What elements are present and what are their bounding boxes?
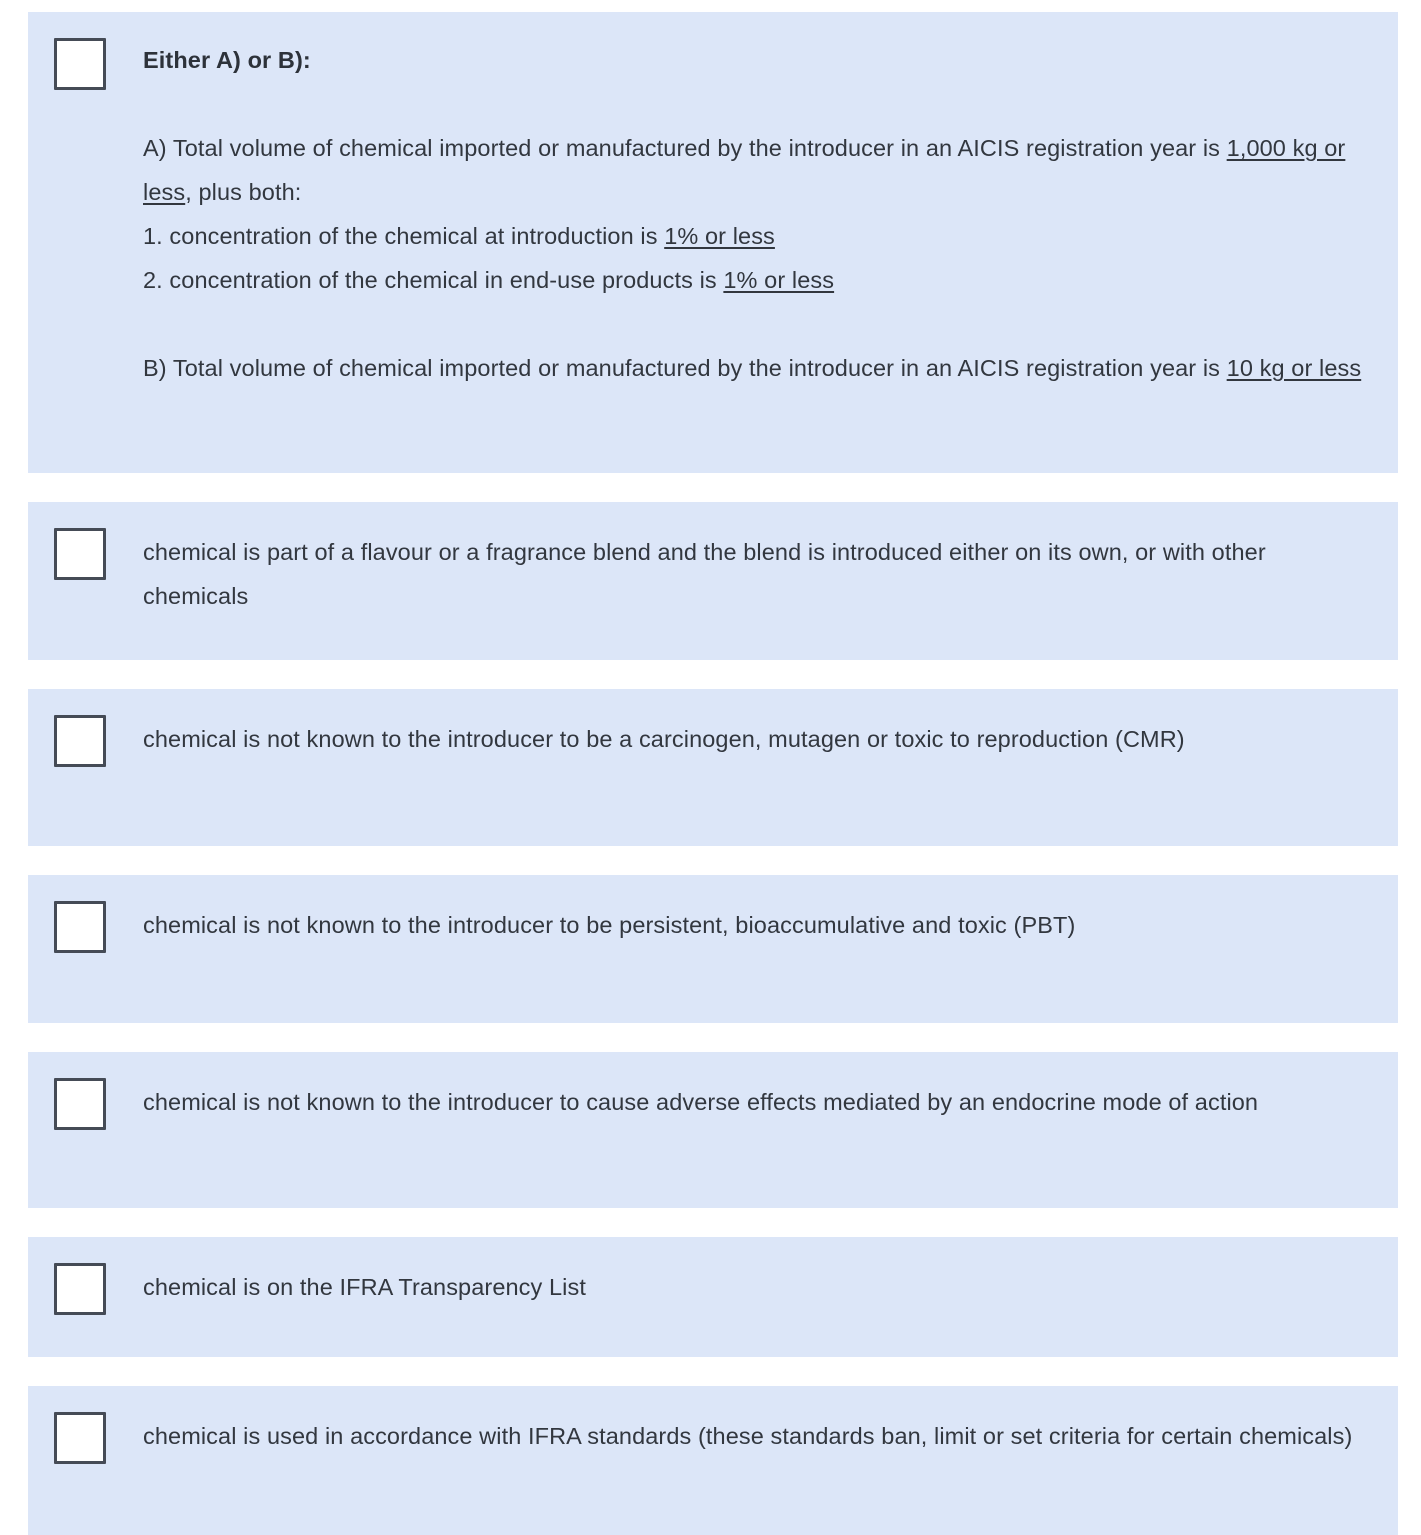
checkbox-not-endocrine[interactable] (54, 1078, 106, 1130)
checklist-item-body (107, 715, 1398, 761)
criteria-a-subitem-1-text: 1. concentration of the chemical at introduction is (143, 223, 665, 249)
criteria-a-subitem-1-threshold: 1% or less (664, 223, 775, 249)
criteria-a-subitem-2-text: 2. concentration of the chemical in end-use products is (143, 267, 724, 293)
checklist-item-label: chemical is used in accordance with IFRA standards (these standards ban, limit or set criteria for certain chemicals) (143, 1423, 1353, 1449)
criteria-a-threshold: 1,000 kg or less (143, 135, 1346, 205)
spacer (143, 82, 1368, 126)
checklist-item-body (107, 1078, 1398, 1124)
checklist-item-body (107, 38, 1398, 390)
checklist-item-volume-threshold[interactable] (28, 12, 1398, 473)
criteria-paragraph-b (143, 346, 1368, 390)
checklist-item-label: chemical is on the IFRA Transparency List (143, 1274, 586, 1300)
checkbox-wrap (53, 1412, 107, 1464)
checklist-item-label: chemical is not known to the introducer to cause adverse effects mediated by an endocrine mode of action (143, 1089, 1259, 1115)
checklist-item-body (107, 1412, 1398, 1458)
checkbox-wrap (53, 1263, 107, 1315)
checkbox-wrap (53, 1078, 107, 1130)
criteria-a-text-2: , plus both: (185, 179, 302, 205)
checklist-item-not-endocrine[interactable] (28, 1052, 1398, 1208)
checklist-item-title: Either A) or B): (143, 47, 311, 73)
checkbox-wrap (53, 715, 107, 767)
criteria-a-text-1: A) Total volume of chemical imported or manufactured by the introducer in an AICIS registration year is (143, 135, 1227, 161)
checkbox-wrap (53, 901, 107, 953)
checklist-item-body (107, 901, 1398, 947)
checklist-item-flavour-fragrance-blend[interactable] (28, 502, 1398, 660)
checkbox-not-cmr[interactable] (54, 715, 106, 767)
checkbox-not-pbt[interactable] (54, 901, 106, 953)
criteria-a-subitem-2 (143, 258, 1368, 302)
checkbox-ifra-standards[interactable] (54, 1412, 106, 1464)
checklist-item-not-cmr[interactable] (28, 689, 1398, 846)
checklist-item-body (107, 1263, 1398, 1309)
checkbox-flavour-fragrance-blend[interactable] (54, 528, 106, 580)
checklist-item-label: chemical is not known to the introducer to be a carcinogen, mutagen or toxic to reproduction (CMR) (143, 726, 1185, 752)
checklist-item-label: chemical is part of a flavour or a fragrance blend and the blend is introduced either on its own, or with other chemicals (143, 539, 1266, 609)
criteria-b-text-1: B) Total volume of chemical imported or manufactured by the introducer in an AICIS registration year is (143, 355, 1227, 381)
spacer (143, 302, 1368, 346)
checkbox-ifra-transparency-list[interactable] (54, 1263, 106, 1315)
criteria-a-subitem-2-threshold: 1% or less (723, 267, 835, 293)
checklist-item-ifra-standards[interactable] (28, 1386, 1398, 1535)
criteria-paragraph-a (143, 126, 1368, 214)
checkbox-wrap (53, 38, 107, 90)
criteria-a-subitem-1 (143, 214, 1368, 258)
checklist-item-not-pbt[interactable] (28, 875, 1398, 1023)
checkbox-wrap (53, 528, 107, 580)
checkbox-volume-threshold[interactable] (54, 38, 106, 90)
criteria-b-threshold: 10 kg or less (1226, 355, 1362, 381)
checklist-item-label: chemical is not known to the introducer to be persistent, bioaccumulative and toxic (PBT) (143, 912, 1076, 938)
checklist-item-ifra-transparency-list[interactable] (28, 1237, 1398, 1357)
checklist-item-body (107, 528, 1398, 618)
